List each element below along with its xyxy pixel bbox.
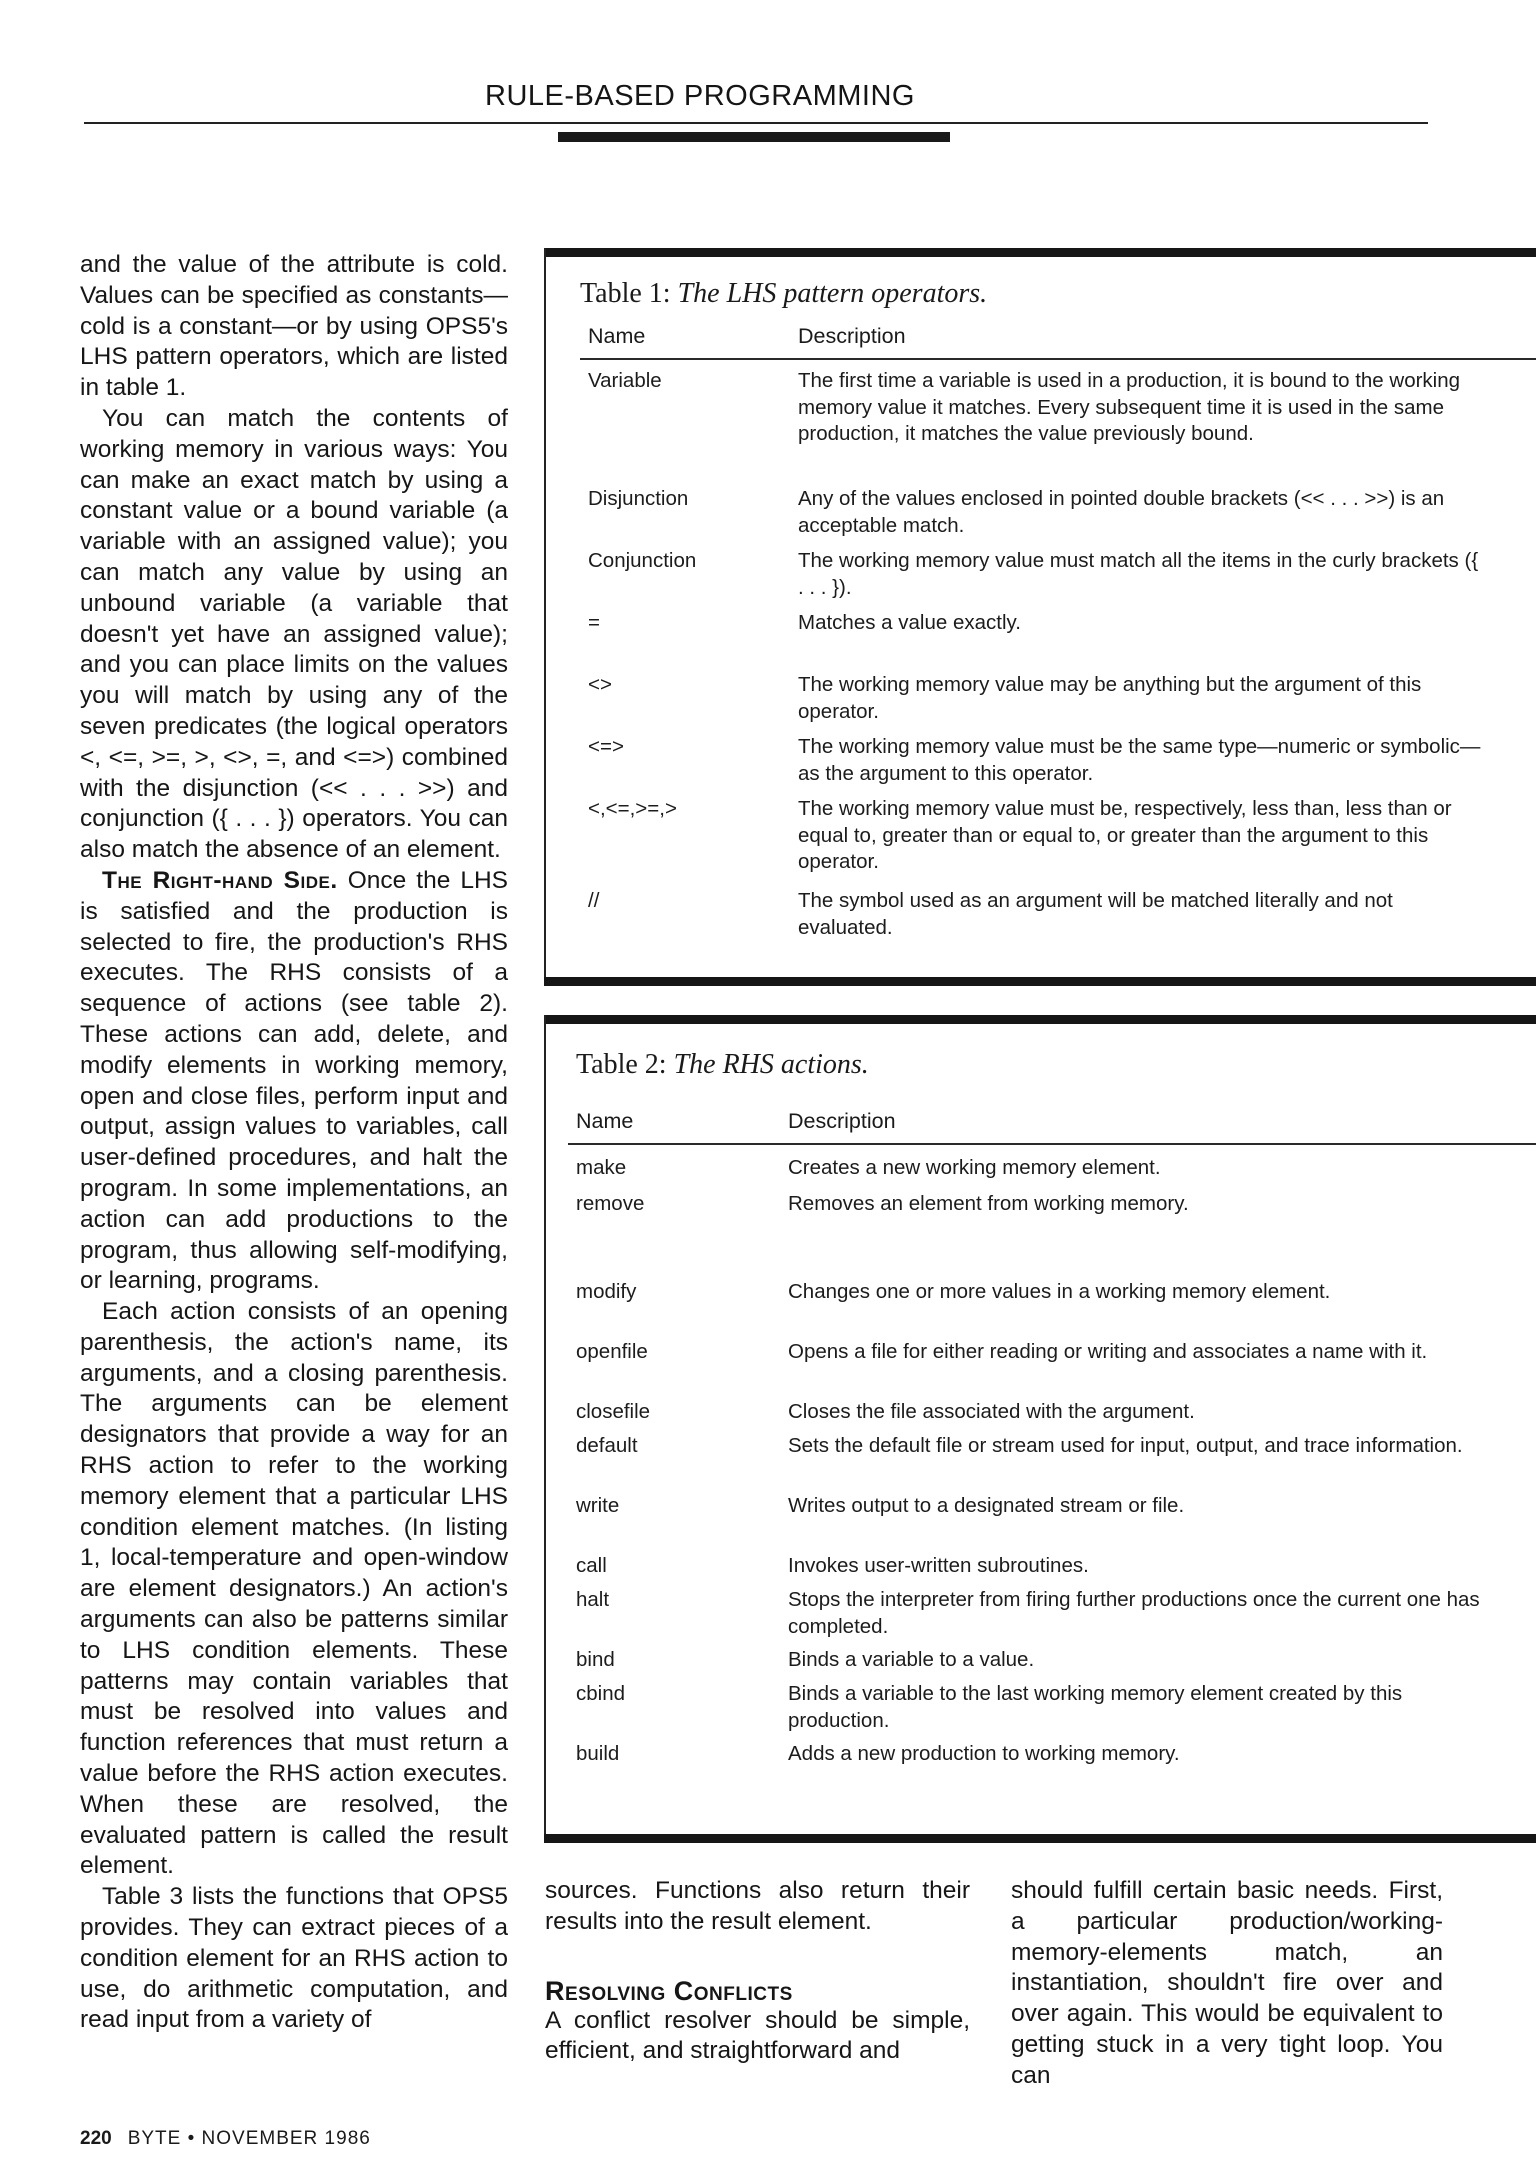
paragraph: Table 3 lists the functions that OPS5 provides. They can extract pieces of a condition element for an RHS action to use, do arithmetic computation, and read input from a variety of [80,1883,508,2034]
table-row-name: make [576,1156,627,1179]
table-row-description: Stops the interpreter from firing further productions once the current one has completed. [788,1588,1480,1638]
paragraph: Each action consists of an opening parenthesis, the action's name, its arguments, and a closing parenthesis. The arguments can be element designators that provide a way for an RHS action to refer to the working memory element that a particular LHS condition element matches. (In listing 1, local-temperature and open-window are element designators.) An action's arguments can also be patterns similar to LHS condition elements. These patterns may contain variables that must be resolved into values and function references that must return a value before the RHS action executes. When these are resolved, the evaluated pattern is called the result element. [80,1298,508,1880]
table-row-name: openfile [576,1340,648,1363]
table-row-description: The working memory value must be the same type—numeric or symbolic—as the argument to this operator. [798,735,1481,785]
table-caption [576,1049,869,1081]
table-row-name: build [576,1742,620,1765]
table-row-name: call [576,1554,607,1577]
table-row-description: Closes the file associated with the argument. [788,1400,1195,1423]
rhs-text: Once the LHS is satisfied and the production is selected to fire, the production's RHS executes. The RHS consists of a sequence of actions (see table 2). These actions can add, delete, and modify elements in working memory, open and close files, perform input and output, assign values to variables, call user-defined procedures, and halt the program. In some implementations, an action can add productions to the program, thus allowing self-modifying, or learning, programs. [80,866,508,1295]
table-row-name: // [588,889,600,912]
table-row-name: closefile [576,1400,651,1423]
paragraph: and the value of the attribute is cold. Values can be specified as constants—cold is a constant—or by using OPS5's LHS pattern operators, which are listed in table 1. [80,251,508,402]
paragraph: sources. Functions also return their results into the result element. [545,1877,970,1935]
table-row-description: Binds a variable to the last working memory element created by this production. [788,1682,1403,1732]
table-top-rule [544,1015,1536,1024]
table-row-name: bind [576,1648,615,1671]
table-row-name: remove [576,1192,645,1215]
table-bottom-rule [544,977,1536,986]
header-rule [84,122,1428,124]
table-row-name: Variable [588,369,662,392]
table-bottom-rule [544,1834,1536,1843]
table-caption [580,278,987,310]
table-row-description: The working memory value may be anything but the argument of this operator. [798,673,1422,723]
table-row-name: default [576,1434,638,1457]
table-row-description: Invokes user-written subroutines. [788,1554,1089,1577]
header-rule [568,1143,1536,1145]
table-top-rule [544,248,1536,257]
column-header-name: Name [588,324,646,348]
table-side-rule [544,1015,546,1843]
running-header: RULE-BASED PROGRAMMING [485,80,915,112]
page-footer [80,2128,371,2150]
table-row-description: Sets the default file or stream used for input, output, and trace information. [788,1434,1463,1457]
paragraph: A conflict resolver should be simple, efficient, and straightforward and [545,2006,970,2065]
paragraph: You can match the contents of working memory in various ways: You can make an exact match by using a constant value or a bound variable (a variable with an assigned value); you can match any value by using an unbound variable (a variable that doesn't yet have an assigned value); and you can place limits on the values you will match by using any of the seven predicates (the logical operators <, <=, >=, >, <>, =, and <=>) combined with the disjunction (<< . . . >>) and conjunction ({ . . . }) operators. You can also match the absence of an element. [80,404,508,864]
table-row-name: <> [588,673,612,696]
table-row-description: The first time a variable is used in a production, it is bound to the working memory value it matches. Every subsequent time it is used in the same production, it matches the value previously bound. [798,369,1461,445]
table-row-name: <,<=,>=,> [588,797,677,820]
table-side-rule [544,248,546,986]
table-row-name: <=> [588,735,624,758]
section-heading: Resolving Conflicts [545,1975,793,2006]
rhs-heading: The Right-hand Side. [102,866,338,894]
table-row-description: Any of the values enclosed in pointed double brackets (<< . . . >>) is an acceptable match. [798,487,1445,537]
table-row-description: Removes an element from working memory. [788,1192,1189,1215]
table-row-name: modify [576,1280,637,1303]
column-header-description: Description [798,324,906,348]
table-caption-title: The LHS pattern operators. [677,278,988,309]
table-row-description: Writes output to a designated stream or file. [788,1494,1185,1517]
table-row-description: Matches a value exactly. [798,611,1021,634]
table-caption-prefix: Table 1: [580,278,671,309]
right-column [1011,1876,1443,2092]
left-column [80,250,508,2036]
header-rule [580,358,1536,360]
column-header-name: Name [576,1109,634,1133]
paragraph-rhs [80,866,508,1297]
middle-column [545,1876,970,2067]
table-row-description: Changes one or more values in a working memory element. [788,1280,1331,1303]
table-row-name: Disjunction [588,487,689,510]
column-header-description: Description [788,1109,896,1133]
table-row-name: = [588,611,600,634]
table-row-description: Adds a new production to working memory. [788,1742,1180,1765]
header-bar [558,132,950,142]
table-1 [544,248,1536,986]
table-row-description: The symbol used as an argument will be matched literally and not evaluated. [798,889,1393,939]
paragraph: should fulfill certain basic needs. First, a particular production/working-memory-elements match, an instantiation, shouldn't fire over and over again. This would be equivalent to getting stuck in a very tight loop. You can [1011,1877,1443,2089]
table-2 [544,1015,1536,1843]
table-caption-title: The RHS actions. [673,1049,869,1080]
table-row-description: The working memory value must be, respectively, less than, less than or equal to, greater than or equal to, or greater than the argument to this operator. [798,797,1452,873]
magazine-issue: BYTE • NOVEMBER 1986 [127,2128,371,2149]
table-row-description: Creates a new working memory element. [788,1156,1161,1179]
table-row-description: Binds a variable to a value. [788,1648,1035,1671]
table-row-description: Opens a file for either reading or writing and associates a name with it. [788,1340,1428,1363]
table-row-name: halt [576,1588,610,1611]
table-row-name: Conjunction [588,549,697,572]
table-row-description: The working memory value must match all the items in the curly brackets ({ . . . }). [798,549,1479,599]
table-row-name: write [576,1494,620,1517]
table-row-name: cbind [576,1682,626,1705]
table-caption-prefix: Table 2: [576,1049,667,1080]
page-number: 220 [80,2128,112,2149]
